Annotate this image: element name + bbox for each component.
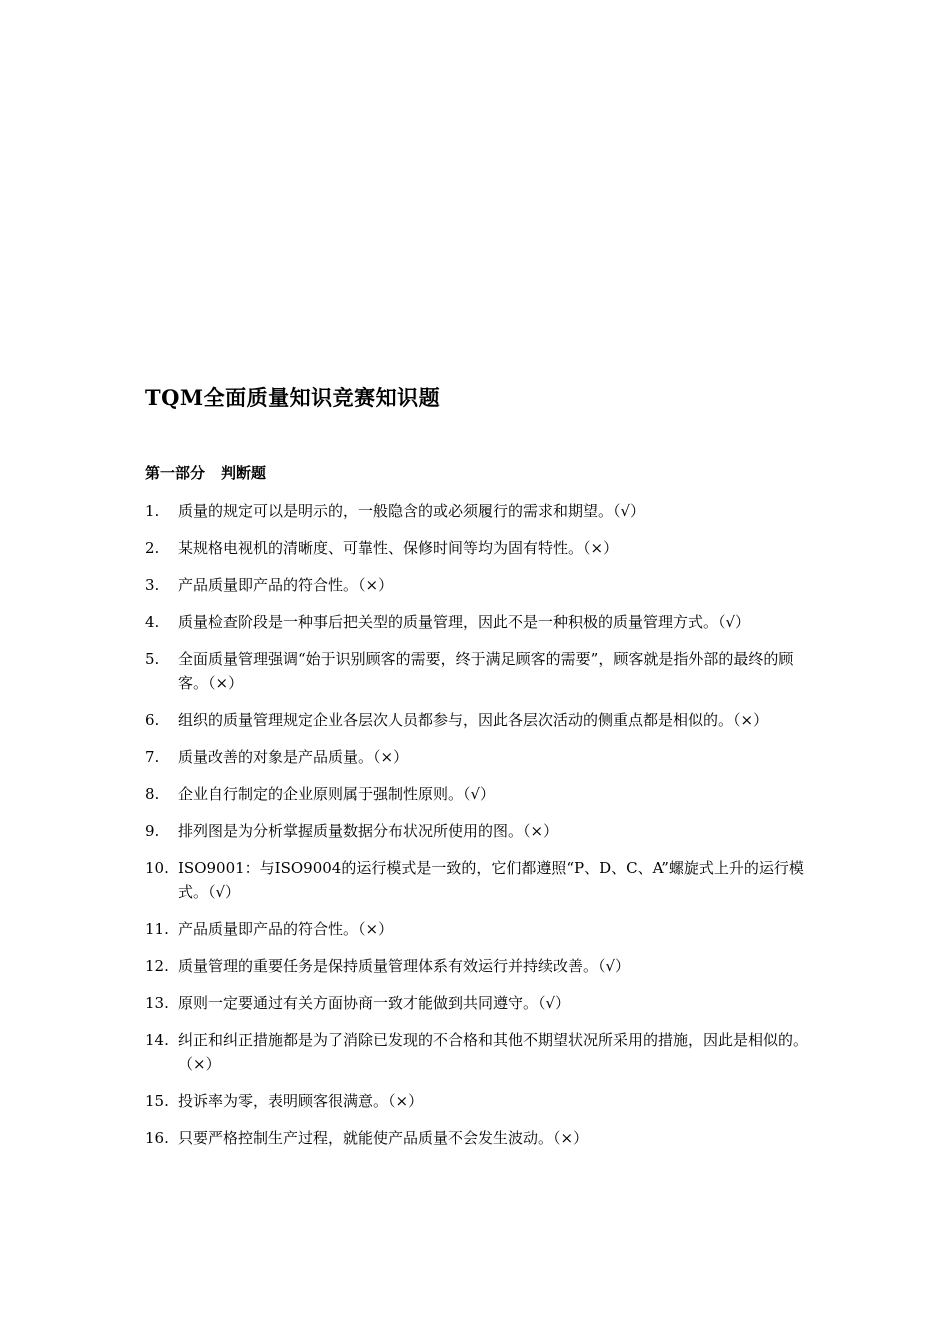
section-heading: [145, 462, 266, 483]
list-item: [145, 573, 810, 597]
item-number: 16.: [145, 1129, 169, 1147]
list-item: [145, 745, 810, 769]
item-text: ISO9001：与ISO9004的运行模式是一致的，它们都遵照“P、D、C、A”螺旋式上升的运行模式。（√）: [178, 859, 804, 901]
item-text: 组织的质量管理规定企业各层次人员都参与，因此各层次活动的侧重点都是相似的。（×）: [178, 711, 769, 729]
section-name: 判断题: [221, 464, 267, 482]
list-item: [145, 917, 810, 941]
list-item: [145, 819, 810, 843]
item-text: 排列图是为分析掌握质量数据分布状况所使用的图。（×）: [178, 822, 559, 840]
document-title: TQM全面质量知识竞赛知识题: [145, 385, 441, 410]
item-number: 12.: [145, 957, 169, 975]
item-number: 3.: [145, 576, 160, 594]
list-item: [145, 499, 810, 523]
item-text: 投诉率为零，表明顾客很满意。（×）: [178, 1092, 424, 1110]
item-text: 质量改善的对象是产品质量。（×）: [178, 748, 409, 766]
item-text: 原则一定要通过有关方面协商一致才能做到共同遵守。（√）: [178, 994, 571, 1012]
list-item: [145, 1028, 810, 1076]
item-text: 质量的规定可以是明示的，一般隐含的或必须履行的需求和期望。（√）: [178, 502, 646, 520]
item-text: 某规格电视机的清晰度、可靠性、保修时间等均为固有特性。（×）: [178, 539, 619, 557]
item-number: 7.: [145, 748, 160, 766]
list-item: [145, 991, 810, 1015]
item-number: 5.: [145, 650, 160, 668]
item-text: 产品质量即产品的符合性。（×）: [178, 576, 394, 594]
question-list: [145, 499, 810, 1163]
list-item: [145, 1126, 810, 1150]
list-item: [145, 708, 810, 732]
list-item: [145, 1089, 810, 1113]
item-text: 质量检查阶段是一种事后把关型的质量管理，因此不是一种积极的质量管理方式。（√）: [178, 613, 751, 631]
item-text: 纠正和纠正措施都是为了消除已发现的不合格和其他不期望状况所采用的措施，因此是相似的。（×）: [178, 1031, 809, 1073]
item-number: 15.: [145, 1092, 169, 1110]
list-item: [145, 536, 810, 560]
item-text: 质量管理的重要任务是保持质量管理体系有效运行并持续改善。（√）: [178, 957, 631, 975]
item-number: 13.: [145, 994, 169, 1012]
list-item: [145, 954, 810, 978]
item-number: 11.: [145, 920, 169, 938]
item-text: 企业自行制定的企业原则属于强制性原则。（√）: [178, 785, 496, 803]
item-text: 只要严格控制生产过程，就能使产品质量不会发生波动。（×）: [178, 1129, 589, 1147]
list-item: [145, 647, 810, 695]
item-text: 产品质量即产品的符合性。（×）: [178, 920, 394, 938]
list-item: [145, 856, 810, 904]
list-item: [145, 782, 810, 806]
section-part: 第一部分: [145, 464, 206, 482]
item-number: 10.: [145, 859, 169, 877]
item-number: 4.: [145, 613, 160, 631]
item-number: 14.: [145, 1031, 169, 1049]
item-number: 2.: [145, 539, 160, 557]
list-item: [145, 610, 810, 634]
item-number: 9.: [145, 822, 160, 840]
item-text: 全面质量管理强调“始于识别顾客的需要，终于满足顾客的需要”，顾客就是指外部的最终的顾客。（×）: [178, 650, 794, 692]
item-number: 1.: [145, 502, 160, 520]
item-number: 6.: [145, 711, 160, 729]
item-number: 8.: [145, 785, 160, 803]
